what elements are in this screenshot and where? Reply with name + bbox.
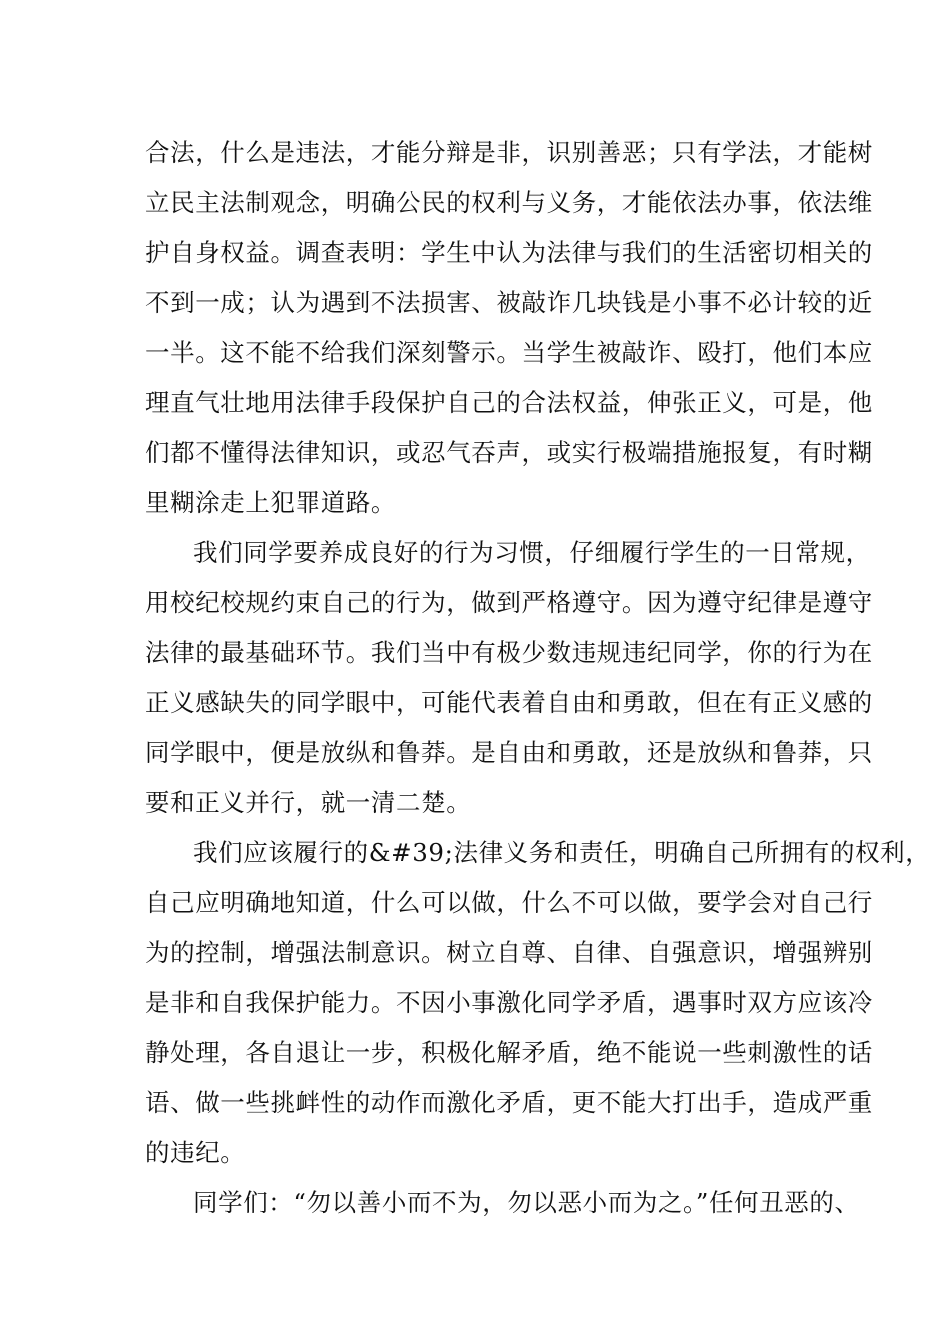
text-line-11: 法律的最基础环节。我们当中有极少数违规违纪同学，你的行为在 <box>145 638 873 667</box>
text-line-12: 正义感缺失的同学眼中，可能代表着自由和勇敢，但在有正义感的 <box>145 688 873 717</box>
text-line-1: 合法，什么是违法，才能分辩是非，识别善恶；只有学法，才能树 <box>145 138 873 167</box>
text-line-5: 一半。这不能不给我们深刻警示。当学生被敲诈、殴打，他们本应 <box>145 338 873 367</box>
text-line-7: 们都不懂得法律知识，或忍气吞声，或实行极端措施报复，有时糊 <box>145 438 873 467</box>
text-line-20: 语、做一些挑衅性的动作而激化矛盾，更不能大打出手，造成严重 <box>145 1088 873 1117</box>
text-line-13: 同学眼中，便是放纵和鲁莽。是自由和勇敢，还是放纵和鲁莽，只 <box>145 738 873 767</box>
text-line-10: 用校纪校规约束自己的行为，做到严格遵守。因为遵守纪律是遵守 <box>145 588 873 617</box>
text-line-6: 理直气壮地用法律手段保护自己的合法权益，伸张正义，可是，他 <box>145 388 873 417</box>
text-line-15: 我们应该履行的&#39;法律义务和责任，明确自己所拥有的权利， <box>193 838 931 867</box>
text-line-22: 同学们：“勿以善小而不为，勿以恶小而为之。”任何丑恶的、 <box>193 1188 860 1217</box>
text-line-14: 要和正义并行，就一清二楚。 <box>145 788 472 817</box>
text-line-9: 我们同学要养成良好的行为习惯，仔细履行学生的一日常规， <box>193 538 871 567</box>
text-line-19: 静处理，各自退让一步，积极化解矛盾，绝不能说一些刺激性的话 <box>145 1038 873 1067</box>
text-line-16: 自己应明确地知道，什么可以做，什么不可以做，要学会对自己行 <box>145 888 873 917</box>
text-line-3: 护自身权益。调查表明：学生中认为法律与我们的生活密切相关的 <box>145 238 873 267</box>
text-line-2: 立民主法制观念，明确公民的权利与义务，才能依法办事，依法维 <box>145 188 873 217</box>
text-line-8: 里糊涂走上犯罪道路。 <box>145 488 396 517</box>
text-line-17: 为的控制，增强法制意识。树立自尊、自律、自强意识，增强辨别 <box>145 938 873 967</box>
text-line-18: 是非和自我保护能力。不因小事激化同学矛盾，遇事时双方应该冷 <box>145 988 873 1017</box>
text-line-21: 的违纪。 <box>145 1138 246 1167</box>
text-line-4: 不到一成；认为遇到不法损害、被敲诈几块钱是小事不必计较的近 <box>145 288 873 317</box>
